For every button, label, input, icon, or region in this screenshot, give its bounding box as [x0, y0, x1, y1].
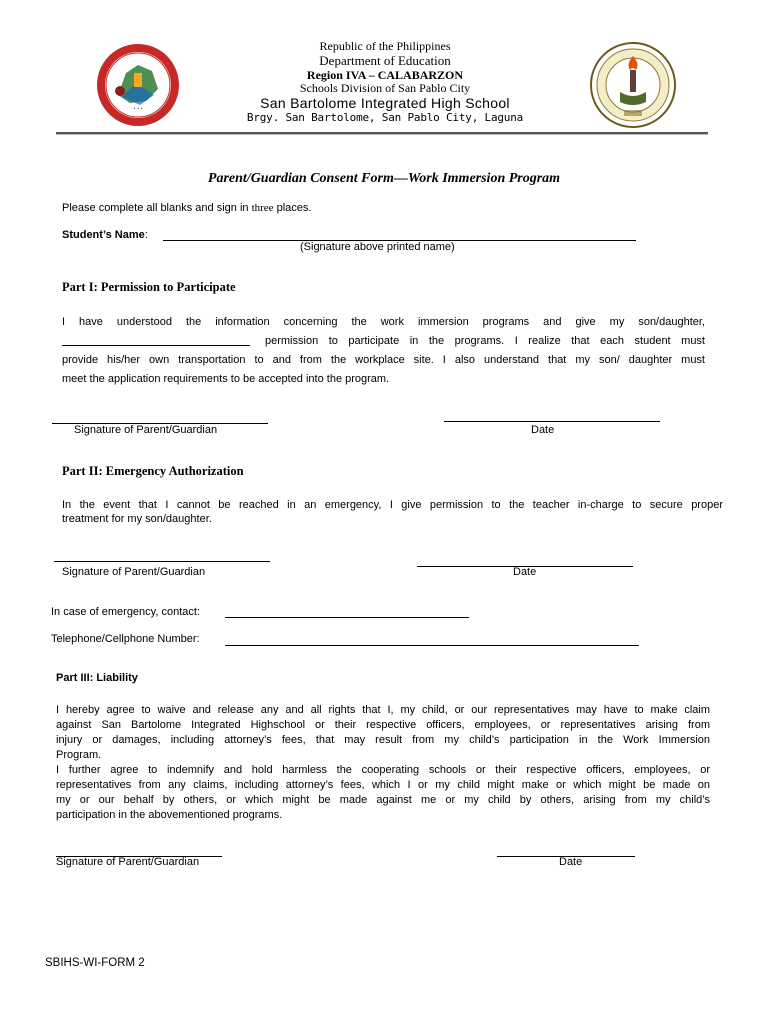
part3-p1-line2: against San Bartolome Integrated Highschool or their respective officers, employees, or representatives arising from	[56, 719, 710, 731]
part1-date-field[interactable]	[444, 421, 660, 422]
header-republic: Republic of the Philippines	[319, 39, 451, 53]
part2-date-label: Date	[513, 566, 537, 578]
part3-p2-line4: participation in the abovementioned programs.	[56, 809, 283, 821]
part3-p1-line4: Program.	[56, 749, 102, 761]
part3-body	[56, 703, 710, 823]
instructions-text: Please complete all blanks and sign in	[62, 202, 252, 214]
emergency-contact-field[interactable]	[225, 617, 469, 618]
instructions-emphasis: three	[251, 202, 274, 214]
part1-line1: I have understood the information concerning the work immersion programs and give my son/daughter,	[62, 316, 705, 328]
part3-date-label: Date	[559, 856, 583, 868]
header-school-name: San Bartolome Integrated High School	[260, 95, 510, 111]
student-name-row	[62, 229, 148, 241]
header-region: Region IVA – CALABARZON	[306, 68, 464, 82]
header-department: Department of Education	[319, 53, 451, 68]
part1-line4: meet the application requirements to be accepted into the program.	[62, 373, 390, 385]
phone-number-label: Telephone/Cellphone Number:	[51, 633, 200, 645]
header-division: Schools Division of San Pablo City	[299, 81, 471, 95]
header-address: Brgy. San Bartolome, San Pablo City, Laguna	[246, 111, 524, 124]
deped-seal-icon	[96, 43, 180, 127]
school-seal-icon	[590, 42, 674, 126]
part2-signature-field[interactable]	[54, 561, 270, 562]
part1-date-label: Date	[531, 424, 555, 436]
part3-p1-line1: I hereby agree to waive and release any and all rights that I, my child, or our representatives may have to make claim	[56, 704, 710, 716]
part3-p2-line1: I further agree to indemnify and hold harmless the cooperating schools or their respective officers, employees, or	[56, 764, 710, 776]
part3-p2-line2: representatives from any claims, including attorney’s fees, which I or my child might make or which might be made on	[56, 779, 710, 791]
part2-line1: In the event that I cannot be reached in an emergency, I give permission to the teacher in-charge to secure proper	[62, 499, 723, 511]
part3-p1-line3: injury or damages, including attorney’s fees, that may result from my child’s participation in the Work Immersion	[56, 734, 710, 746]
form-title: Parent/Guardian Consent Form—Work Immersion Program	[207, 171, 561, 186]
part2-signature-label: Signature of Parent/Guardian	[62, 566, 206, 578]
student-name-colon: :	[144, 229, 148, 241]
svg-text:• • •: • • •	[133, 106, 143, 111]
part2-line2: treatment for my son/daughter.	[62, 513, 212, 525]
phone-number-field[interactable]	[225, 645, 639, 646]
header-divider-shadow	[56, 134, 708, 135]
student-name-label: Student’s Name	[62, 229, 145, 241]
emergency-contact-label: In case of emergency, contact:	[51, 606, 200, 618]
part3-signature-label: Signature of Parent/Guardian	[56, 856, 200, 868]
part1-line3: provide his/her own transportation to and from the workplace site. I also understand that my son/ daughter must	[62, 354, 705, 366]
part3-p2-line3: my or our behalf by others, or which might be made against me or my child by others, arising from my child’s	[56, 794, 710, 806]
part3-heading: Part III: Liability	[56, 672, 138, 684]
part1-line2	[62, 332, 705, 353]
son-daughter-name-field[interactable]	[62, 332, 250, 346]
part1-signature-label: Signature of Parent/Guardian	[74, 424, 218, 436]
form-code: SBIHS-WI-FORM 2	[45, 957, 145, 969]
instructions	[62, 199, 311, 218]
part1-heading: Part I: Permission to Participate	[62, 280, 236, 294]
instructions-end: places.	[273, 202, 312, 214]
part2-heading: Part II: Emergency Authorization	[62, 464, 244, 478]
part1-line2-text: permission to participate in the programs. I realize that each student must	[265, 335, 705, 347]
signature-above-name-caption: (Signature above printed name)	[300, 241, 455, 253]
